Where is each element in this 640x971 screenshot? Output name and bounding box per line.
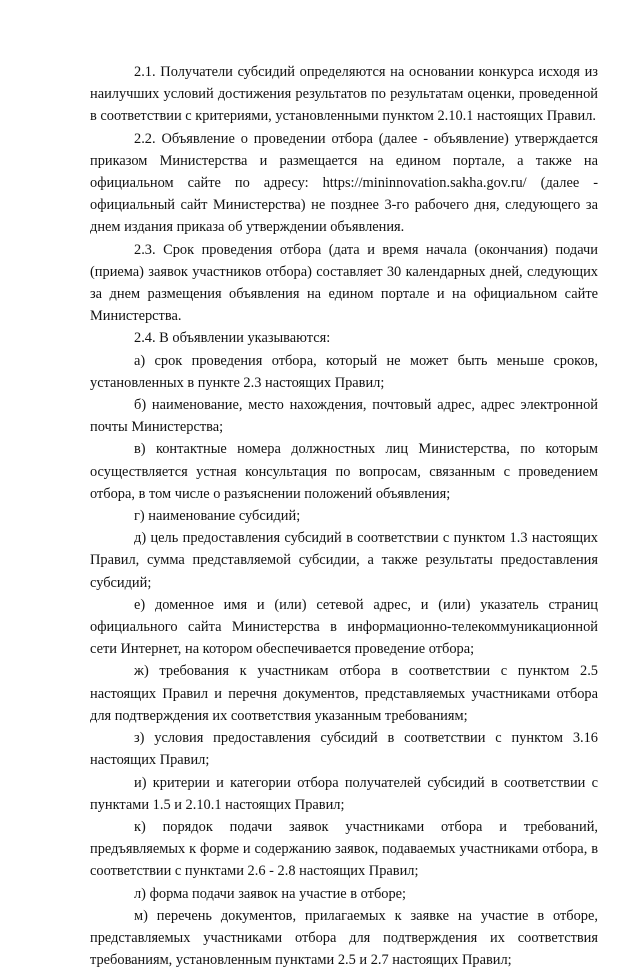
document-page [90, 61, 598, 971]
list-item-zh: ж) требования к участникам отбора в соответствии с пунктом 2.5 настоящих Правил и перечня документов, представляемых участниками отбора для подтверждения их соответствия указанным требованиям; [90, 663, 598, 724]
list-item-z: з) условия предоставления субсидий в соответствии с пунктом 3.16 настоящих Правил; [90, 730, 598, 769]
list-item-v: в) контактные номера должностных лиц Министерства, по которым осуществляется устная консультация по вопросам, связанным с проведением отбора, в том числе о разъяснении положений объявления; [90, 441, 598, 502]
list-item-i: и) критерии и категории отбора получателей субсидий в соответствии с пунктами 1.5 и 2.10.1 настоящих Правил; [90, 774, 598, 813]
list-item-g: г) наименование субсидий; [134, 508, 301, 525]
list-item-d: д) цель предоставления субсидий в соответствии с пунктом 1.3 настоящих Правил, сумма представляемой субсидии, а также результаты предоставления субсидий; [90, 530, 598, 591]
list-item-e: е) доменное имя и (или) сетевой адрес, и (или) указатель страниц официального сайта Министерства в информационно-телекоммуникационной сети Интернет, на котором обеспечивается проведение отбора; [90, 596, 598, 658]
paragraph-2-1: 2.1. Получатели субсидий определяются на основании конкурса исходя из наилучших условий достижения результатов по результатам оценки, проведенной в соответствии с критериями, установленными пунктом 2.10.1 настоящих Правил. [90, 64, 598, 125]
list-item-b: б) наименование, место нахождения, почтовый адрес, адрес электронной почты Министерства; [90, 397, 598, 436]
paragraph-2-4: 2.4. В объявлении указываются: [134, 330, 331, 347]
paragraph-2-2: 2.2. Объявление о проведении отбора (далее - объявление) утверждается приказом Министерства и размещается на едином портале, а также на официальном сайте по адресу: https://mininnovation.sakha.gov.ru/ (далее - официальный сайт Министерства) не позднее 3-го рабочего дня, следующего за днем издания приказа об утверждении объявления. [90, 130, 598, 236]
list-item-m: м) перечень документов, прилагаемых к заявке на участие в отборе, представляемых участниками отбора для подтверждения их соответствия требованиям, установленным пунктами 2.5 и 2.7 настоящих Правил; [90, 907, 598, 969]
paragraph-2-3: 2.3. Срок проведения отбора (дата и время начала (окончания) подачи (приема) заявок участников отбора) составляет 30 календарных дней, следующих за днем размещения объявления на едином портале и на официальном сайте Министерства. [90, 241, 598, 325]
list-item-k: к) порядок подачи заявок участниками отбора и требований, предъявляемых к форме и содержанию заявок, подаваемых участниками отбора, в соответствии с пунктами 2.6 - 2.8 настоящих Правил; [90, 818, 598, 880]
list-item-a: а) срок проведения отбора, который не может быть меньше сроков, установленных в пункте 2.3 настоящих Правил; [90, 352, 598, 391]
list-item-l: л) форма подачи заявок на участие в отборе; [134, 885, 407, 902]
